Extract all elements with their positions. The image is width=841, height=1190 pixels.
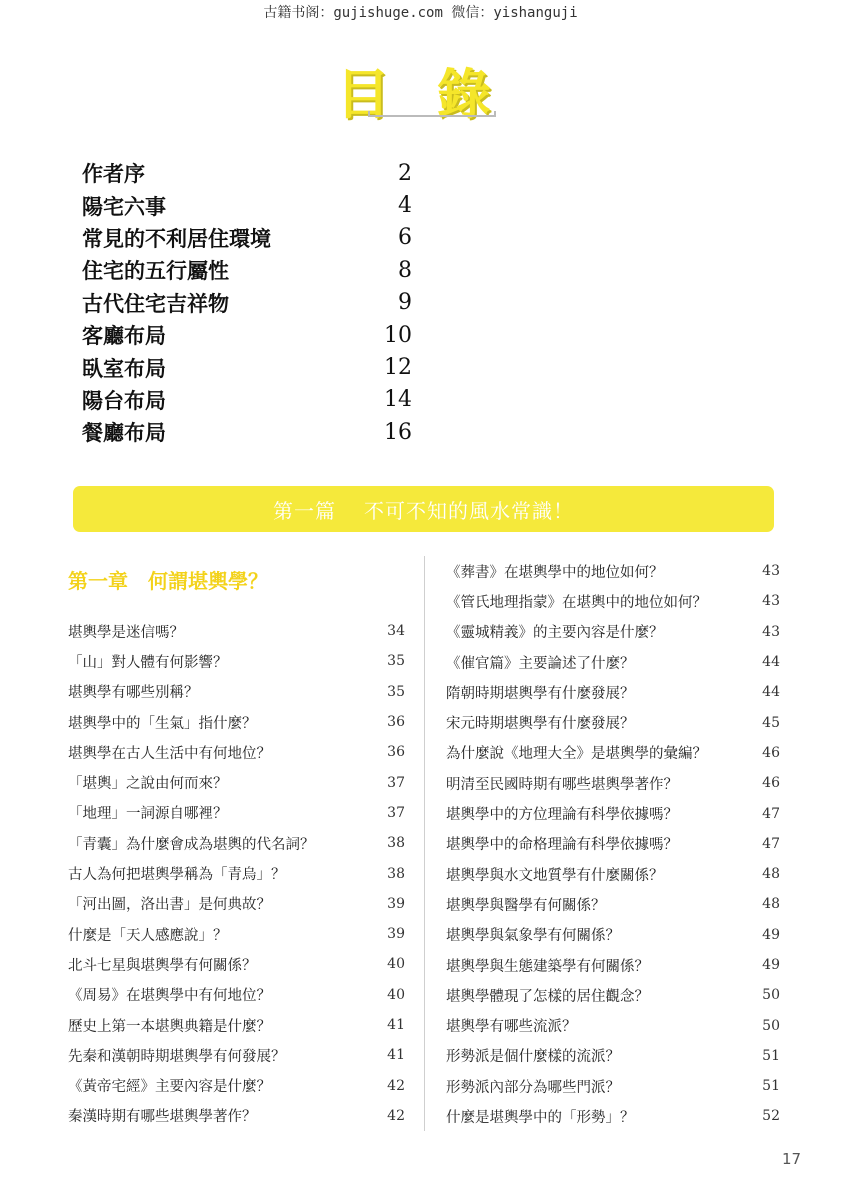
toc-entry-page: 39 [387,926,405,943]
toc-entry-page: 50 [762,1017,780,1034]
toc-entry[interactable] [68,949,405,979]
toc-entry-page: 14 [384,387,412,413]
toc-entry-label: 堪輿學是迷信嗎？ [68,624,184,641]
toc-right-column [446,556,780,1132]
toc-entry[interactable] [68,1040,405,1070]
toc-entry-label: 堪輿學中的方位理論有科學依據嗎？ [446,807,678,824]
toc-entry-page: 49 [762,926,780,943]
toc-entry[interactable] [68,858,405,888]
toc-entry[interactable] [446,829,780,859]
toc-entry-page: 35 [387,653,405,670]
toc-entry-page: 47 [762,805,780,822]
page-title: 目 錄 [336,63,505,126]
toc-entry-page: 36 [387,744,405,761]
toc-top-list [82,157,412,449]
toc-entry-page: 49 [762,957,780,973]
toc-entry[interactable] [446,768,780,798]
toc-entry[interactable] [446,798,780,828]
toc-entry-page: 34 [387,623,405,640]
toc-entry-page: 52 [762,1108,780,1125]
toc-entry-label: 古人為何把堪輿學稱為「青烏」？ [68,867,286,884]
toc-entry[interactable] [68,919,405,949]
toc-left-column [68,616,405,1131]
toc-entry-page: 46 [762,744,780,761]
toc-entry-page: 46 [762,775,780,792]
toc-entry-page: 42 [387,1077,405,1094]
toc-entry-page: 38 [387,835,405,852]
toc-entry[interactable] [446,556,780,586]
toc-entry-page: 37 [387,774,405,791]
toc-entry-label: 《周易》在堪輿學中有何地位？ [68,988,271,1005]
column-divider [424,556,425,1131]
toc-entry-label: 《催官篇》主要論述了什麼？ [446,655,635,672]
toc-entry-label: 堪輿學與醫學有何關係？ [446,897,606,914]
toc-entry[interactable] [446,586,780,616]
toc-entry-page: 10 [384,322,412,348]
toc-entry[interactable] [446,920,780,950]
toc-entry[interactable] [82,254,412,286]
toc-entry[interactable] [68,828,405,858]
toc-entry[interactable] [82,157,412,189]
toc-entry-page: 36 [387,714,405,731]
toc-entry-page: 41 [387,1047,405,1064]
toc-entry-label: 形勢派是個什麼樣的流派？ [446,1049,620,1066]
toc-entry[interactable] [446,1041,780,1071]
toc-entry[interactable] [68,980,405,1010]
toc-entry-page: 40 [387,986,405,1003]
toc-entry-page: 43 [762,563,780,580]
toc-entry[interactable] [446,707,780,737]
toc-entry[interactable] [446,859,780,889]
toc-entry-page: 12 [384,355,412,381]
toc-entry[interactable] [82,319,412,351]
toc-entry[interactable] [68,707,405,737]
toc-entry[interactable] [446,889,780,919]
toc-entry[interactable] [446,950,780,980]
toc-entry-label: 為什麼說《地理大全》是堪輿學的彙編？ [446,746,707,763]
toc-entry[interactable] [68,1101,405,1131]
toc-entry[interactable] [446,617,780,647]
toc-entry-label: 秦漢時期有哪些堪輿學著作？ [68,1109,257,1126]
toc-entry-page: 39 [387,895,405,912]
toc-entry[interactable] [82,189,412,221]
toc-entry-label: 形勢派內部分為哪些門派？ [446,1079,620,1096]
toc-entry[interactable] [68,798,405,828]
toc-entry-page: 43 [762,593,780,610]
toc-entry[interactable] [68,1010,405,1040]
toc-entry-page: 48 [762,896,780,913]
toc-entry[interactable] [446,677,780,707]
toc-entry[interactable] [68,767,405,797]
toc-entry-page: 38 [387,865,405,882]
toc-entry-label: 《葬書》在堪輿學中的地位如何？ [446,564,664,581]
toc-entry-label: 歷史上第一本堪輿典籍是什麼？ [68,1018,271,1035]
toc-entry-label: 什麼是「天人感應說」？ [68,927,228,944]
toc-entry-label: 先秦和漢朝時期堪輿學有何發展？ [68,1048,286,1065]
toc-entry[interactable] [446,1101,780,1131]
toc-entry-label: 明清至民國時期有哪些堪輿學著作？ [446,776,678,793]
section-banner [73,486,774,532]
toc-entry[interactable] [82,287,412,319]
toc-entry[interactable] [446,1071,780,1101]
toc-entry[interactable] [68,889,405,919]
toc-entry-page: 51 [762,1047,780,1064]
toc-entry-label: 常見的不利居住環境 [82,225,271,251]
toc-entry-label: 《黃帝宅經》主要內容是什麼？ [68,1079,271,1096]
toc-entry[interactable] [82,222,412,254]
toc-entry-page: 9 [398,290,412,316]
toc-entry-label: 臥室布局 [82,355,166,381]
page-number: 17 [782,1150,802,1168]
toc-entry-page: 6 [398,225,412,251]
toc-entry-label: 《管氏地理指蒙》在堪輿中的地位如何？ [446,594,707,611]
toc-entry-page: 8 [398,257,412,283]
toc-entry[interactable] [82,416,412,448]
toc-entry-page: 44 [762,684,780,701]
toc-entry-label: 陽台布局 [82,387,166,413]
toc-entry-label: 《靈城精義》的主要內容是什麼？ [446,625,664,642]
toc-entry[interactable] [446,980,780,1010]
toc-entry[interactable] [446,1010,780,1040]
toc-entry[interactable] [68,677,405,707]
toc-entry-label: 堪輿學中的「生氣」指什麼？ [68,715,257,732]
banner-title: 不可不知的風水常識！ [364,498,574,523]
toc-entry-label: 堪輿學有哪些別稱？ [68,685,199,702]
toc-entry-label: 堪輿學體現了怎樣的居住觀念？ [446,988,649,1005]
toc-entry-page: 45 [762,714,780,731]
toc-entry-page: 42 [387,1107,405,1124]
toc-entry-label: 作者序 [82,161,145,187]
toc-entry-page: 51 [762,1078,780,1095]
toc-entry-label: 堪輿學與生態建築學有何關係？ [446,958,649,975]
toc-entry-page: 44 [762,654,780,671]
toc-entry-label: 堪輿學在古人生活中有何地位？ [68,745,271,762]
toc-entry-label: 客廳布局 [82,323,166,349]
toc-entry-label: 「地理」一詞源自哪裡？ [68,806,228,823]
toc-entry-page: 4 [398,193,412,219]
toc-entry-page: 2 [398,160,412,186]
toc-entry-page: 47 [762,835,780,852]
toc-entry[interactable] [68,646,405,676]
toc-entry-label: 北斗七星與堪輿學有何關係？ [68,957,257,974]
toc-entry-label: 「青囊」為什麼會成為堪輿的代名詞？ [68,836,315,853]
toc-entry-label: 堪輿學有哪些流派？ [446,1019,577,1036]
toc-entry-page: 37 [387,804,405,821]
toc-entry-page: 41 [387,1017,405,1033]
toc-entry-label: 堪輿學與水文地質學有什麼關係？ [446,867,664,884]
toc-entry-label: 什麼是堪輿學中的「形勢」？ [446,1109,635,1126]
toc-entry-label: 堪輿學中的命格理論有科學依據嗎？ [446,837,678,854]
toc-entry-label: 餐廳布局 [82,420,166,446]
toc-entry[interactable] [68,616,405,646]
toc-entry-label: 「河出圖，洛出書」是何典故？ [68,897,271,914]
toc-entry-page: 50 [762,987,780,1004]
toc-entry-label: 住宅的五行屬性 [82,258,229,284]
toc-entry[interactable] [82,384,412,416]
toc-entry[interactable] [68,1070,405,1100]
toc-entry-page: 35 [387,683,405,700]
toc-entry[interactable] [446,738,780,768]
toc-entry-page: 40 [387,956,405,973]
title-underline [368,111,496,117]
toc-entry-label: 陽宅六事 [82,193,166,219]
toc-entry[interactable] [68,737,405,767]
toc-entry[interactable] [446,647,780,677]
toc-entry-label: 「堪輿」之說由何而來？ [68,776,228,793]
toc-entry-label: 古代住宅吉祥物 [82,290,229,316]
banner-part: 第一篇 [273,498,336,523]
toc-entry-label: 「山」對人體有何影響？ [68,654,228,671]
toc-entry-page: 16 [384,419,412,445]
toc-entry[interactable] [82,351,412,383]
toc-entry-label: 堪輿學與氣象學有何關係？ [446,928,620,945]
toc-entry-label: 宋元時期堪輿學有什麼發展？ [446,716,635,733]
toc-entry-page: 48 [762,866,780,883]
toc-entry-page: 43 [762,623,780,640]
toc-entry-label: 隋朝時期堪輿學有什麼發展？ [446,685,635,702]
chapter-title: 第一章 何謂堪輿學？ [68,569,268,593]
watermark-text: 古籍书阁：gujishuge.com 微信：yishanguji [263,5,578,21]
